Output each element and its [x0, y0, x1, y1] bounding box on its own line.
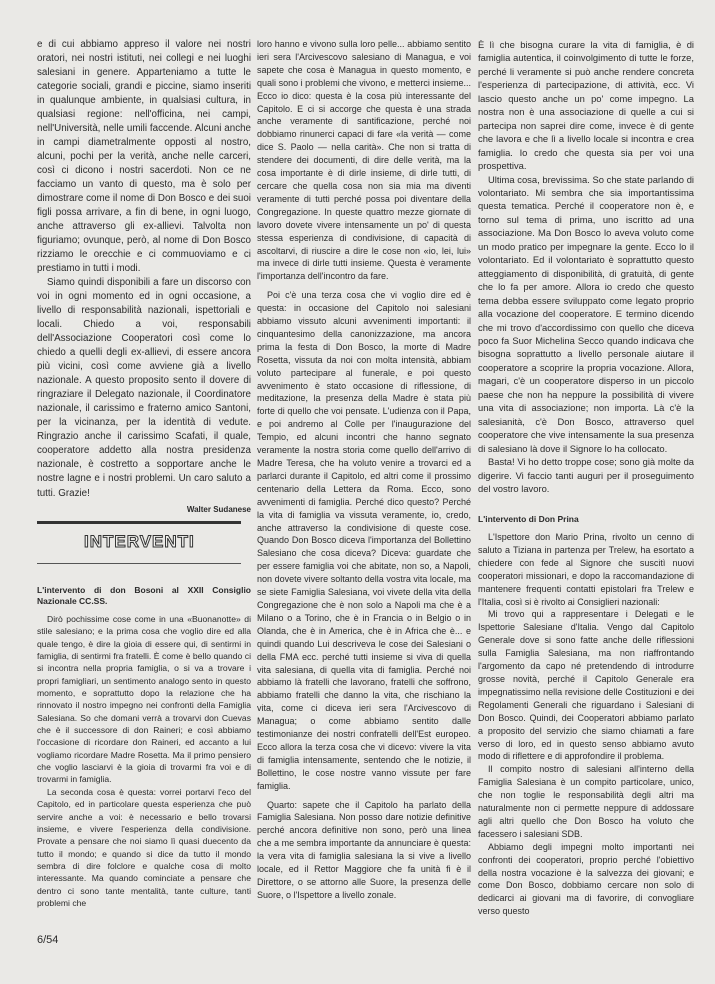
- section-rule-top: [37, 521, 241, 524]
- article-heading: L'intervento di Don Prina: [478, 514, 579, 524]
- paragraph: La seconda cosa è questa: vorrei portarvi l'eco del Capitolo, ed in particolare questa esperienza che può servire anche a voi: è necessario e bello trovarsi insieme, e vivere l'esperienza della condivisione. Provate a pensare che noi siamo lì quasi duecento da tutto il mondo; e quando si dice da tutto il mondo sembra di dire folclore e qualche cosa di molto interessante. Ma quando cominciate a pensare che dentro ci sono tante mentalità, tante culture, tanti problemi che: [37, 786, 251, 908]
- column-1-top: [37, 38, 251, 517]
- paragraph: Ultima cosa, brevissima. So che state parlando di volontariato. Mi sembra che sia importantissima questa tematica. Perché il cooperatore non è, e torno sul tema di prima, uno iscritto ad una associazione. Ma Don Bosco lo aveva voluto come un modo pratico per impegnare la gente. Ecco lo il volontariato. Ed il volontariato è soprattutto questo atteggiamento di disponibilità, di gratuità, di gente che lo fa per amore. Allora io credo che questo tema debba essere sviluppato come legato proprio alla vocazione del cooperatore. E termino dicendo che mi trovo d'accordissimo con quello che diceva poco fa Suor Michelina Secco quando indicava che bisogna soprattutto a livello personale aiutare il cooperatore a scoprire la propria vocazione. Allora, magari, c'è un cooperatore disperso in un piccolo paese che non ha neppure la possibilità di vivere una vita di associazione; non importa. Là c'è la salesianità, c'è Don Bosco, attraverso quel cooperatore che vive intensamente la sua presenza di salesiano là dove il Signore lo ha collocato.: [478, 173, 694, 454]
- article-heading: L'intervento di don Bosoni al XXII Consiglio Nazionale CC.SS.: [37, 585, 251, 606]
- page-number: 6/54: [37, 934, 59, 946]
- paragraph: loro hanno e vivono sulla loro pelle... abbiamo sentito ieri sera l'Arcivescovo salesiano di Managua, e voi sapete che cosa è Managua in questo momento, e quali sono i problemi che vivono, e metterci insieme... Ecco io dico: questa è la cosa più interessante del Capitolo. E ci si accorge che questa è una strada anche veramente di santificazione, perché noi dobbiamo rinunerci capaci di fare «la verità — come dice S. Paolo — nella carità». Che non si tratta di stendere dei documenti, di dire delle verità, ma la cosa importante è di dirle insieme, di dirle tutti, di cercare che quella cosa non sia mia ma diventi veramente di tutti perché possa poi diventare della Congregazione. In queste quattro mezze giornate di lavoro dovete vivere intensamente un po' di questa stessa esperienza di condivisione, di capacità di ascoltarvi, di riuscire a dire le cose non «io, lei, lui» ma invece di dirle tutti insieme. Questa è veramente l'importanza dell'incontro da fare.: [257, 39, 471, 282]
- paragraph: Basta! Vi ho detto troppe cose; sono già molte da digerire. Vi faccio tanti auguri per il proseguimento del vostro lavoro.: [478, 456, 694, 494]
- paragraph: Il compito nostro di salesiani all'interno della Famiglia Salesiana è un compito particolare, unico, che non toglie le responsabilità degli altri ma naturalmente non ci permette neppure di addossare agli altri quello che Don Bosco ha voluto che facessero i salesiani SDB.: [478, 764, 694, 839]
- column-3-top: [478, 38, 694, 495]
- paragraph: e di cui abbiamo appreso il valore nei nostri oratori, nei nostri istituti, nei collegi e nei luoghi salesiani in genere. Apparteniamo a tutte le categorie sociali, grandi e piccine, siamo inseriti in qualunque ambiente, in qualsiasi cultura, in qualsiasi regione: nell'officina, nei campi, nell'Università, nelle umili faccende. Alcuni anche in campi diametralmente opposti al nostro, alcuni, pochi per la verità, anche nelle carceri, così ci dicono i nostri sacerdoti. Non ce ne facciamo un vanto di questo, ma è solo per dimostrare come il nome di Don Bosco e dei suoi figli possa arrivare, a fin di bene, in ogni luogo, anche attraverso gli ex-allievi. Talvolta non figuriamo; ovunque, però, al nome di Don Bosco rizziamo le orecchie e ci commuoviamo e ci prestiamo in tutti i modi.: [37, 39, 251, 275]
- paragraph: L'Ispettore don Mario Prina, rivolto un cenno di saluto a Tiziana in partenza per Trelew, ha esortato a chiedere con fede al Signore che suscitì nuovi cooperatori missionari, e dopo la raccomandazione di mantenere frequenti contatti epistolari fra Trelew e l'Italia, così si è rivolto ai Consiglieri nazionali:: [478, 532, 694, 607]
- section-header: [37, 532, 241, 562]
- section-rule-bottom: [37, 563, 241, 564]
- paragraph: Poi c'è una terza cosa che vi voglio dire ed è questa: in occasione del Capitolo noi salesiani abbiamo vissuto alcuni avvenimenti importanti: il cinquantesimo della canonizzazione, ma ancora prima la festa di Don Bosco, la morte di Madre Rosetta, vissuta da noi con molta intensità, abbiam voluto partecipare al funerale, e poi questo avvenimento è stato occasione di riflessione, di meditazione, la presenza della Madre è stata più forte di quello che voi pensate. L'udienza con il Papa, e poi andremo al Colle per l'inaugurazione del Tempio, ed alcuni incontri che hanno segnato veramente la nostra storia come quello dell'arrivo di Madre Teresa, che ha voluto venire a trovarci ed a parlarci durante il Capitolo, ed altri come il prossimo centenario della Lettera da Roma. Ecco, sono avvenimenti di famiglia. Perché dico questo? Perché la vita di famiglia va vissuta veramente, io, credo, anche attraverso la condivisione di queste cose. Quando Don Bosco diceva l'importanza del Bollettino Salesiano che cosa diceva? Diceva: guardate che per essere famiglia voi che abitate, non so, a Napoli, non dovete vivere soltanto della vostra vita locale, ma se siete Famiglia Salesiana, voi vivete della vita della Congregazione che è non solo a Napoli ma che è a Milano o a Torino, che è in Francia o in Belgio o in Olanda, che è in America, che è in Africa che è... e quindi quando Lui descriveva le cose dei Salesiani o della FMA ecc. perché tutti insieme si viva di quella vita salesiana, di quella vita di famiglia. Perché noi abbiamo là fratelli che lavorano, fratelli che soffrono, abbiamo fratelli che danno la vita, che rischiano la vita, come ci diceva ieri sera l'Arcivescovo di Managua; o come abbiamo sentito dalle testimonianze dei nostri confratelli dell'Est europeo. Ecco allora la terza cosa che vi dicevo: vivere la vita di famiglia intensamente, sentendo che le notizie, il Bollettino, le cose nostre vanno vissute per fare famiglia.: [257, 290, 471, 791]
- paragraph: Siamo quindi disponibili a fare un discorso con voi in ogni momento ed in ogni occasione, a livello di responsabilità nazionali, ispettoriali e locali. Chiedo a voi, responsabili dell'Associazione Cooperatori così come lo chiedo a quelli degli ex-allievi, di essere ancora più vicini, così come avviene già a livello nazionale. A questo proposito sento il dovere di ringraziare il Delegato nazionale, il Coordinatore nazionale, il carissimo e fraterno amico Santoni, per la vicinanza, per la identità di vedute. Ringrazio anche il carissimo Scafati, il quale, cooperatore addetto alla nostra presidenza nazionale, è costretto a sopportare anche le nostre lagne e i nostri problemi. Un caro saluto a tutti. Grazie!: [37, 277, 251, 499]
- paragraph: È lì che bisogna curare la vita di famiglia, è di famiglia autentica, il coinvolgimento di tutte le forze, perché li veramente si può anche rendere concreta l'esperienza di partecipazione, di attività, ecc. Vi lascio questo anche un po' come impegno. La nostra non è una associazione di quelle a cui si partecipa non saprei dire come, invece è di gente che lavora e che lì a livello locale si incontra e crea famiglia. Io credo che questa sia per voi una prospettiva.: [478, 39, 694, 172]
- signature: Walter Sudanese: [186, 504, 251, 514]
- paragraph: Quarto: sapete che il Capitolo ha parlato della Famiglia Salesiana. Non posso dare notizie definitive perché ancora definitive non sono, però una linea che a me sembra importante da annunciare è questa: la vera vita di famiglia salesiana la si vive a livello locale, ed il Rettor Maggiore che fa unità fi è il Direttore, o se attorno alle Suore, la presenza delle Suore, o l'Ispettore a livello zonale.: [257, 799, 471, 900]
- column-2: [257, 38, 471, 902]
- paragraph: Mi trovo qui a rappresentare i Delegati e le Ispettorie Salesiane d'Italia. Vengo dal Capitolo Generale dove si sono fatte anche delle riflessioni sulla Famiglia Salesiana, ma non riaffrontando l'argomento da capo né pretendendo di introdurre grosse novità, perché il Capitolo Generale era impegnatissimo nella revisione delle Costituzioni e dei Regolamenti Generali che riguardano i Salesiani di Don Bosco. Quindi, dei Cooperatori abbiamo parlato a proposito del servizio che siamo chiamati a fare verso di loro, ed in questo senso abbiamo avuto modo di riflettere e di approfondire il problema.: [478, 609, 694, 762]
- bosoni-article: [37, 585, 251, 909]
- prina-article: [478, 514, 694, 918]
- section-title: INTERVENTI: [84, 532, 195, 551]
- paragraph: Dirò pochissime cose come in una «Buonanotte» di stile salesiano; e la prima cosa che voglio dire ed alla quale tengo, è dire la gioia di essere qui, di sentirmi in famiglia, di sentirmi fra fratelli. È come è bello quando ci si incontra nella propria famiglia, o si va a trovare i propri famigliari, un sentimento analogo sento in questo momento, e soprattutto dopo la relazione che ha rinnovato il nostro impegno nei confronti della Famiglia Salesiana. So che domani verrà a trovarvi don Cuevas che è il successore di don Raineri; e così abbiamo l'occasione di ricordare don Raineri, ed accanto a lui vogliamo ricordare Madre Rosetta. Ma il primo pensiero che voglio lasciarvi è la gioia di trovarmi fra voi e di trovarmi in famiglia.: [37, 614, 251, 785]
- paragraph: Abbiamo degli impegni molto importanti nei confronti dei cooperatori, proprio perché l'obiettivo della nostra vocazione è la salvezza dei giovani; e come Don Bosco, dobbiamo cercare non solo di dedicarci ai giovani ma di favorire, di convogliare verso questo: [478, 841, 694, 917]
